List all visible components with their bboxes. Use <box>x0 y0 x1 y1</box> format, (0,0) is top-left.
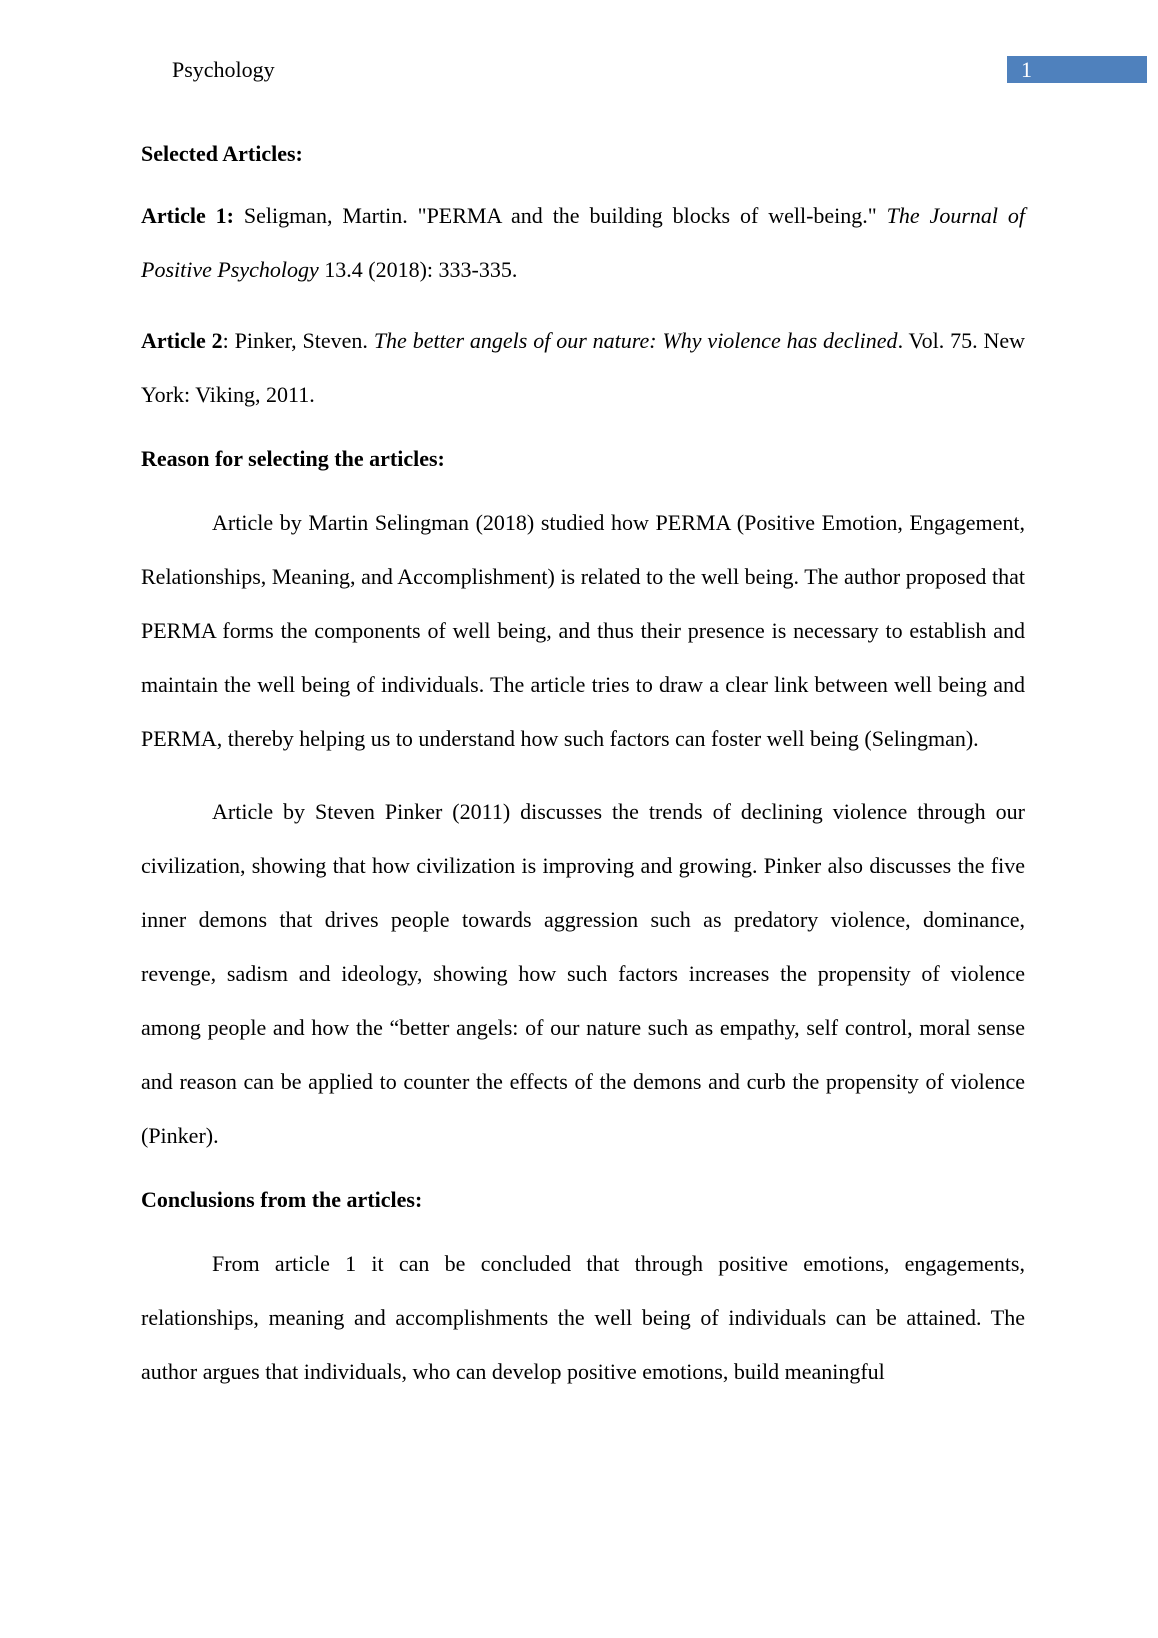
page-number-box <box>1007 56 1147 83</box>
selected-articles-heading: Selected Articles: <box>141 141 303 166</box>
reason-paragraph-1: Article by Martin Selingman (2018) studied how PERMA (Positive Emotion, Engagement, Relationships, Meaning, and Accomplishment) is related to the well being. The author proposed that PERMA forms the components of well being, and thus their presence is necessary to establish and maintain the well being of individuals. The article tries to draw a clear link between well being and PERMA, thereby helping us to understand how such factors can foster well being (Selingman). <box>141 510 1025 751</box>
header-title: Psychology <box>172 57 275 82</box>
article-2-citation: Article 2: Pinker, Steven. The better angels of our nature: Why violence has declined. Vol. 75. New York: Viking, 2011. <box>141 328 1026 407</box>
document-body <box>141 136 1025 1399</box>
conclusions-heading: Conclusions from the articles: <box>141 1187 423 1212</box>
article-2-book: The better angels of our nature: Why violence has declined <box>373 328 898 353</box>
article-1-label: Article 1: <box>141 203 234 228</box>
article-2-label: Article 2 <box>141 328 223 353</box>
page-number: 1 <box>1021 57 1032 82</box>
conclusions-paragraph-1: From article 1 it can be concluded that through positive emotions, engagements, relationships, meaning and accomplishments the well being of individuals can be attained. The author argues that individuals, who can develop positive emotions, build meaningful <box>141 1251 1025 1384</box>
reason-paragraph-2: Article by Steven Pinker (2011) discusses the trends of declining violence through our civilization, showing that how civilization is improving and growing. Pinker also discusses the five inner demons that drives people towards aggression such as predatory violence, dominance, revenge, sadism and ideology, showing how such factors increases the propensity of violence among people and how the “better angels: of our nature such as empathy, self control, moral sense and reason can be applied to counter the effects of the demons and curb the propensity of violence (Pinker). <box>141 799 1025 1148</box>
article-1-journal: The Journal of Positive Psychology <box>141 203 1025 282</box>
reason-heading: Reason for selecting the articles: <box>141 446 445 471</box>
article-1-citation: Article 1: Seligman, Martin. "PERMA and the building blocks of well-being." The Journal of Positive Psychology 13.4 (2018): 333-335. <box>141 203 1025 282</box>
